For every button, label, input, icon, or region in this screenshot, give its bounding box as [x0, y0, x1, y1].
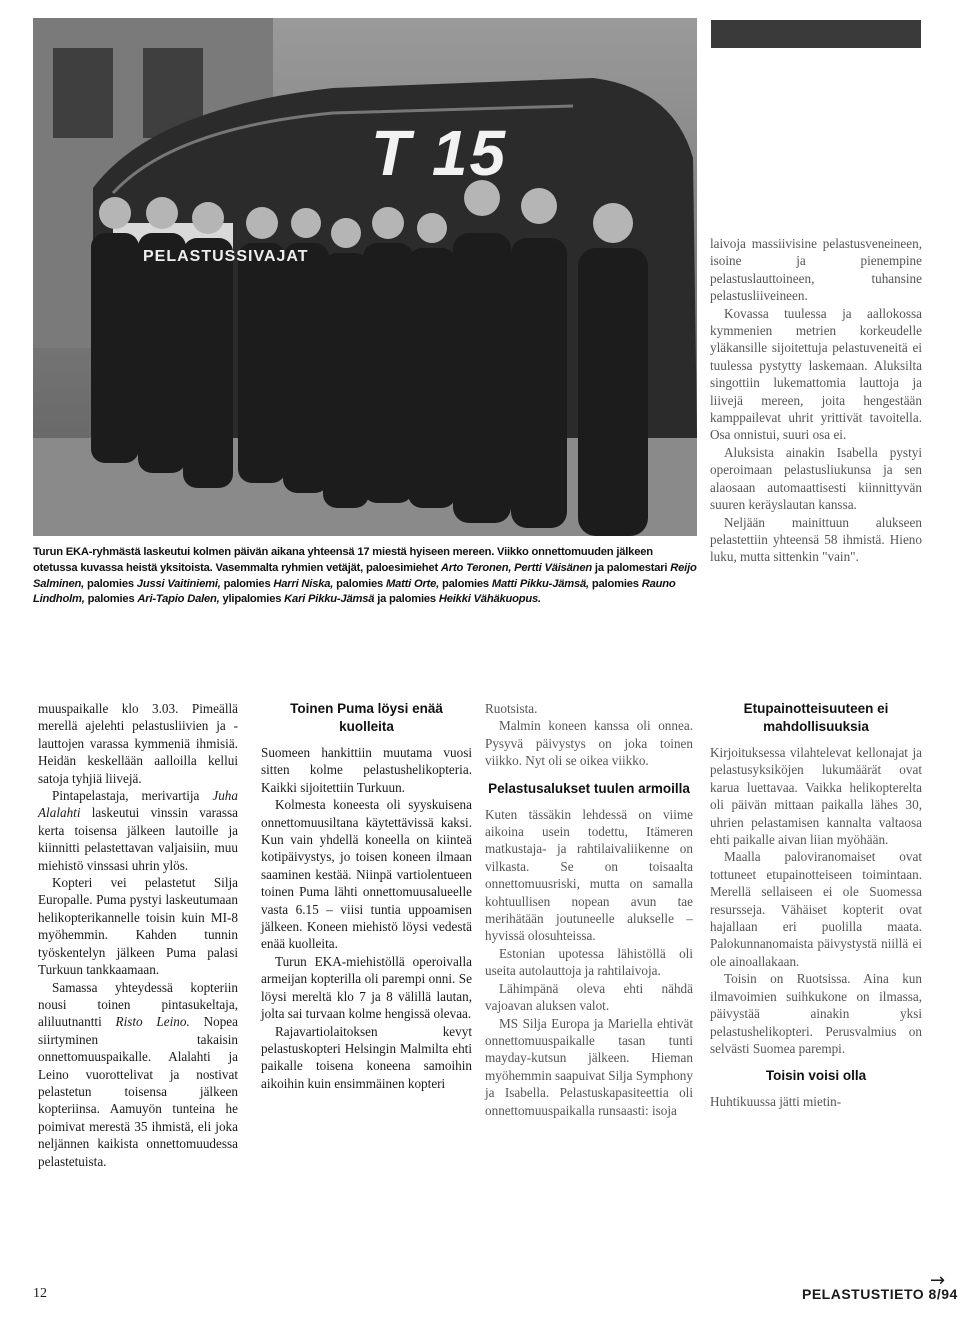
- paragraph: Aluksista ainakin Isabella pystyi operoimaan pelastusliukunsa ja sen alaosaan automaattisesti kiinnittyvän suuren keräyslautan kanssa.: [710, 444, 922, 513]
- caption-text: palomies: [591, 577, 639, 590]
- article-column-1: [38, 700, 238, 1170]
- section-heading: Toinen Puma löysi enää kuolleita: [290, 701, 443, 734]
- article-column-4: [710, 700, 922, 1111]
- caption-intro: Vasemmalta ryhmien vetäjät, paloesimiehet: [215, 561, 438, 574]
- caption-text: palomies: [86, 577, 134, 590]
- caption-text: ylipalomies: [222, 593, 282, 606]
- paragraph: Pintapelastaja, merivartija Juha Alalahti laskeutui vinssin varassa kerta toisensa jälkeen lautoille ja kiinnitti pelastettavan valjaisiin, muu miehistö vinssasi uhrin ylös.: [38, 788, 238, 873]
- caption-name: Matti Pikku-Jämsä,: [491, 577, 589, 590]
- caption-text: ja palomies: [377, 593, 436, 606]
- paragraph: laivoja massiivisine pelastusveneineen, isoine ja pienempine pelastuslauttoineen, tuhansine pelastusliiveineen.: [710, 236, 922, 304]
- person-name: Risto Leino.: [115, 1014, 190, 1030]
- paragraph: Turun EKA-miehistöllä operoivalla armeijan kopterilla oli parempi onni. Se löysi mereltä klo 7 ja 8 välillä lautan, jolta sai turvaan kolme hengissä olevaa.: [261, 953, 472, 1022]
- article-column-2: [261, 700, 472, 1092]
- paragraph: Lähimpänä oleva ehti nähdä vajoavan aluksen valot.: [485, 980, 693, 1014]
- magazine-footer: PELASTUSTIETO 8/94: [802, 1286, 958, 1302]
- paragraph: Kopteri vei pelastetut Silja Europalle. Puma pystyi laskeutumaan helikopterikannelle toisin kuin MI-8 myöhemmin. Kahden tunnin työskentelyn jälkeen Puma palasi Turkuun tankkaamaan.: [38, 875, 238, 978]
- caption-name: Arto Teronen, Pertti Väisänen: [440, 561, 592, 574]
- continue-arrow-icon: →: [930, 1270, 946, 1291]
- paragraph: Huhtikuussa jätti mietin-: [710, 1094, 842, 1110]
- section-heading: Toisin voisi olla: [765, 1068, 867, 1084]
- group-photo: [33, 18, 697, 536]
- caption-name: Ari-Tapio Dalen,: [137, 593, 220, 606]
- paragraph: Estonian upotessa lähistöllä oli useita autolauttoja ja rahtilaivoja.: [485, 945, 693, 979]
- header-bar: [711, 20, 921, 48]
- caption-text: palomies: [87, 593, 135, 606]
- paragraph: Malmin koneen kanssa oli onnea. Pysyvä päivystys on joka toinen viikko. Nyt oli se oikea viikko.: [485, 718, 693, 769]
- paragraph: Ruotsista.: [485, 701, 538, 716]
- paragraph: muuspaikalle klo 3.03. Pimeällä merellä ajelehti pelastusliivien ja -lauttojen varassa kymmeniä ihmisiä. Heidän keskellään aalloilla kellui satoja tyhjiä liivejä.: [38, 701, 238, 786]
- photo-illustration: [33, 18, 697, 536]
- person-name: Juha Alalahti: [38, 788, 238, 821]
- paragraph: Kovassa tuulessa ja aallokossa kymmenien metrien korkeudelle yläkansille sijoitettuja pelastuveneitä ei tuulessa pystytty laskemaan. Aluksilta singottiin lukemattomia lauttoja ja liivejä mereen, joita hengestään kamppailevat uhrit yrittivät tavoitella. Osa onnistui, suuri osa ei.: [710, 305, 922, 443]
- paragraph: Neljään mainittuun alukseen pelastettiin yhteensä 58 ihmistä. Hieno luku, mutta sittenkin "vain".: [710, 514, 922, 565]
- caption-name: Heikki Vähäkuopus.: [438, 593, 541, 606]
- paragraph: Samassa yhteydessä kopteriin nousi toinen pintasukeltaja, aliluutnantti Risto Leino. Nopea siirtyminen takaisin onnettomuuspaikalle. Alalahti ja Leino vuorottelivat ja nostivat pelastetun toisensa jälkeen kopteriinsa. Aamuyön tunteina he poimivat merestä 35 ihmistä, eli joka neljännen kaikista onnettomuudessa pelastetuista.: [38, 979, 238, 1169]
- article-column-right-top: [710, 235, 922, 566]
- photo-caption: [33, 545, 697, 608]
- page-number: 12: [33, 1286, 47, 1301]
- caption-name: Reijo Salminen,: [33, 561, 697, 590]
- caption-text: palomies: [442, 577, 489, 590]
- paragraph: Maalla paloviranomaiset ovat tottuneet etupainotteiseen toimintaan. Merellä sellaiseen ei ole Suomessa resursseja. Vähäiset kopterit ovat hajallaan eri puolilla maata. Palokunnanomaista päivystystä niillä ei ole ainoallakaan.: [710, 849, 922, 969]
- article-column-3: [485, 700, 693, 1119]
- caption-name: Matti Orte,: [385, 577, 440, 590]
- paragraph: Toisin on Ruotsissa. Aina kun ilmavoimien suihkukone on ilmassa, päivystää ainakin yksi pelastushelikopteri. Perusvalmius on selvästi Suomea parempi.: [710, 971, 922, 1056]
- section-heading: Pelastusalukset tuulen armoilla: [488, 780, 690, 796]
- vehicle-sign: PELASTUSSIVAJAT: [143, 248, 309, 265]
- paragraph: Suomeen hankittiin muutama vuosi sitten kolme pelastushelikopteria. Kaikki sijoitettiin Turkuun.: [261, 745, 472, 795]
- caption-text: palomies: [336, 577, 384, 590]
- vehicle-label: T 15: [371, 117, 508, 189]
- paragraph: MS Silja Europa ja Mariella ehtivät onnettomuuspaikalle tasan tunti mayday-kutsun jälkeen. Hieman myöhemmin saapuivat Silja Symphony ja Isabella. Pelastuskapasiteettia oli onnettomuuspaikalla runsaasti: isoja: [485, 1015, 693, 1118]
- paragraph: Kolmesta koneesta oli syyskuisena onnettomuusiltana käytettävissä kaksi. Kun vain yhdellä koneella on kiinteä kotipäivystys, jo toisen koneen ilmaan saaminen kestää. Niinpä vartiolentueen toinen Puma lähti onnettomuusalueelle vasta 6.15 – viisi tuntia uppoamisen jälkeen. Koneen miehistö löysi vedestä enää kuolleita.: [261, 797, 472, 952]
- caption-name: Kari Pikku-Jämsä: [284, 593, 375, 606]
- caption-name: Rauno Lindholm,: [33, 577, 676, 606]
- paragraph: Kuten tässäkin lehdessä on viime aikoina usein todettu, Itämeren matkustaja- ja rahtilaivaliikenne on vilkasta. Se on toisaalta onnettomuusriski, mutta on samalla kohtuullisen nopean avun tae merihätään joutuneelle alukselle – hyvissä olosuhteissa.: [485, 806, 693, 944]
- caption-text: palomies: [223, 577, 271, 590]
- paragraph: Kirjoituksessa vilahtelevat kellonajat ja pelastusyksiköjen lukumäärät ovat karua luettavaa. Vaikka helikopterelta oli päivän mittaan paikalla lähes 30, uhrien pelastamisen kannalta valtaosa ehti paikalle aivan liian myöhään.: [710, 745, 922, 848]
- caption-text: ja palomestari: [594, 561, 668, 574]
- caption-name: Harri Niska,: [273, 577, 334, 590]
- section-heading: Etupainotteisuuteen ei mahdollisuuksia: [743, 701, 889, 734]
- caption-line1: Turun EKA-ryhmästä laskeutui kolmen päivän aikana yhteensä 17 miestä hyiseen mereen. Viikko onnettomuuden jälkeen otetussa kuvassa heistä yksitoista.: [33, 546, 653, 574]
- paragraph: Rajavartiolaitoksen kevyt pelastuskopteri Helsingin Malmilta ehti paikalle toisena koneena samoihin aikoihin kuin ensimmäinen kopteri: [261, 1023, 472, 1091]
- caption-name: Jussi Vaitiniemi,: [136, 577, 221, 590]
